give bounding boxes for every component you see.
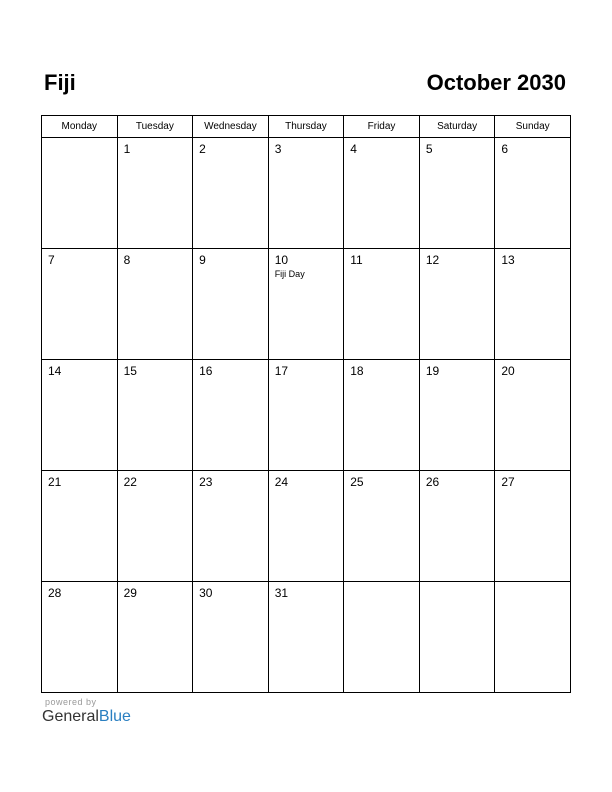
day-cell <box>495 582 571 693</box>
weekday-thursday: Thursday <box>268 116 344 138</box>
day-number: 2 <box>199 142 206 156</box>
brand-name-part2: Blue <box>98 708 131 725</box>
day-cell <box>193 138 269 249</box>
day-cell <box>268 249 344 360</box>
day-cell <box>419 360 495 471</box>
day-number: 3 <box>274 142 282 156</box>
day-cell <box>42 582 118 693</box>
day-number: 6 <box>501 142 509 156</box>
day-number: 13 <box>501 253 515 267</box>
day-number: 25 <box>350 475 364 489</box>
day-cell <box>268 471 344 582</box>
day-cell <box>495 138 571 249</box>
day-cell <box>117 249 193 360</box>
day-number: 24 <box>274 475 289 489</box>
day-number: 11 <box>350 253 363 267</box>
day-number: 12 <box>425 253 440 267</box>
day-number: 7 <box>48 253 55 267</box>
week-row <box>42 360 571 471</box>
month-title: October 2030 <box>426 70 566 95</box>
day-number: 23 <box>199 475 213 489</box>
day-cell <box>344 138 420 249</box>
weekday-header-row <box>42 116 571 138</box>
day-number: 17 <box>274 364 289 378</box>
day-cell <box>419 471 495 582</box>
day-cell <box>344 582 420 693</box>
day-cell <box>42 471 118 582</box>
day-cell <box>268 138 344 249</box>
day-number: 26 <box>425 475 440 489</box>
weekday-wednesday: Wednesday <box>193 116 269 138</box>
day-number: 15 <box>123 364 137 378</box>
day-cell <box>495 360 571 471</box>
brand-name-part1: General <box>42 708 99 725</box>
day-number: 31 <box>274 586 289 600</box>
day-cell <box>42 360 118 471</box>
day-cell <box>117 471 193 582</box>
day-cell <box>419 582 495 693</box>
day-cell <box>344 360 420 471</box>
week-row <box>42 249 571 360</box>
day-cell <box>193 360 269 471</box>
weekday-sunday: Sunday <box>495 116 571 138</box>
country-title: Fiji <box>44 70 76 95</box>
week-row <box>42 471 571 582</box>
day-number: 30 <box>199 586 213 600</box>
day-cell <box>193 249 269 360</box>
day-number: 10 <box>274 253 289 267</box>
day-number: 14 <box>48 364 62 378</box>
weekday-friday: Friday <box>344 116 420 138</box>
day-cell <box>419 249 495 360</box>
brand-logo[interactable] <box>42 708 131 726</box>
calendar-grid <box>41 115 571 693</box>
day-cell <box>42 249 118 360</box>
day-cell <box>495 249 571 360</box>
weekday-tuesday: Tuesday <box>117 116 193 138</box>
day-number: 16 <box>199 364 213 378</box>
day-number: 5 <box>425 142 433 156</box>
day-cell <box>193 471 269 582</box>
day-number: 1 <box>123 142 131 156</box>
holiday-label: Fiji Day <box>274 269 305 279</box>
day-number: 22 <box>123 475 137 489</box>
day-number: 21 <box>48 475 62 489</box>
day-cell <box>193 582 269 693</box>
day-cell <box>495 471 571 582</box>
day-cell <box>268 360 344 471</box>
day-number: 19 <box>425 364 440 378</box>
day-cell <box>117 360 193 471</box>
day-number: 8 <box>123 253 131 267</box>
day-number: 18 <box>350 364 364 378</box>
week-row <box>42 138 571 249</box>
day-number: 4 <box>350 142 357 156</box>
weekday-monday: Monday <box>42 116 118 138</box>
day-cell <box>268 582 344 693</box>
day-cell <box>344 249 420 360</box>
day-number: 29 <box>123 586 137 600</box>
day-number: 20 <box>501 364 515 378</box>
day-cell <box>117 582 193 693</box>
week-row <box>42 582 571 693</box>
day-cell <box>42 138 118 249</box>
day-cell <box>117 138 193 249</box>
day-number: 9 <box>199 253 206 267</box>
day-number: 27 <box>501 475 515 489</box>
day-cell <box>419 138 495 249</box>
weekday-saturday: Saturday <box>419 116 495 138</box>
day-cell <box>344 471 420 582</box>
day-number: 28 <box>48 586 62 600</box>
powered-by-text: powered by <box>45 697 97 707</box>
